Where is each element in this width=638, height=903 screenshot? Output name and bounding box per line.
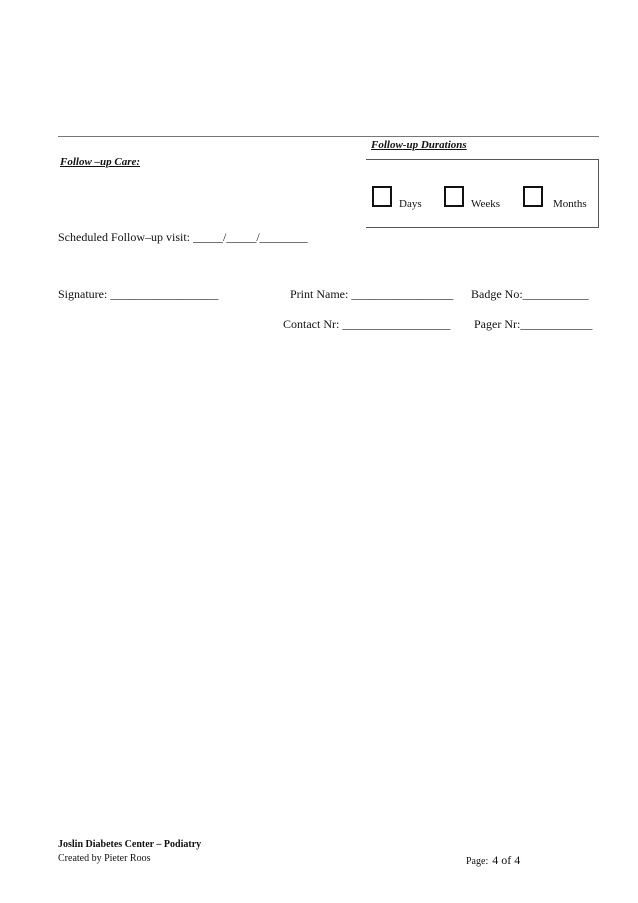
months-checkbox[interactable] xyxy=(523,186,543,207)
durations-heading: Follow-up Durations xyxy=(371,139,467,151)
page-indicator xyxy=(466,851,520,869)
page-number: 4 of 4 xyxy=(492,853,521,867)
weeks-label: Weeks xyxy=(471,198,501,210)
follow-up-heading: Follow –up Care: xyxy=(60,156,141,168)
months-label: Months xyxy=(553,198,587,210)
page-label: Page: xyxy=(466,856,489,867)
days-label: Days xyxy=(399,198,422,210)
durations-box xyxy=(366,159,599,228)
scheduled-visit-field[interactable]: Scheduled Follow–up visit: _____/_____/________ xyxy=(58,230,308,244)
print-name-field[interactable]: Print Name: _________________ xyxy=(290,287,454,301)
top-divider xyxy=(58,136,599,137)
footer-org: Joslin Diabetes Center – Podiatry xyxy=(58,839,202,850)
signature-field[interactable]: Signature: __________________ xyxy=(58,287,219,301)
pager-field[interactable]: Pager Nr:____________ xyxy=(474,317,593,331)
contact-field[interactable]: Contact Nr: __________________ xyxy=(283,317,451,331)
badge-field[interactable]: Badge No:___________ xyxy=(471,287,589,301)
footer-created-by: Created by Pieter Roos xyxy=(58,853,151,864)
weeks-checkbox[interactable] xyxy=(444,186,464,207)
days-checkbox[interactable] xyxy=(372,186,392,207)
